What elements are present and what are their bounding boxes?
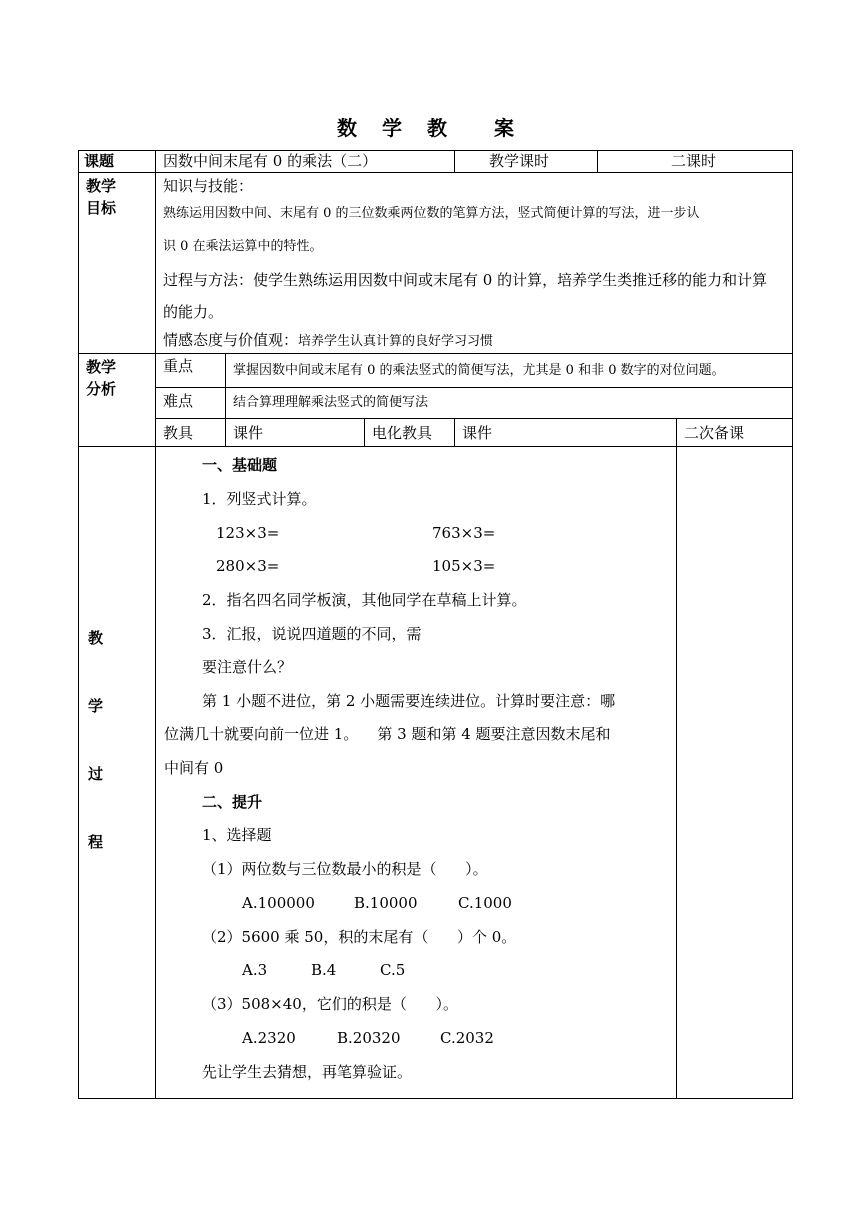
- calc-item: 763×3=: [432, 524, 496, 542]
- calc-item: 105×3=: [432, 557, 496, 575]
- exercise-item: 3．汇报，说说四道题的不同，需: [202, 625, 422, 643]
- option: B.20320: [337, 1029, 401, 1047]
- table-rule: [225, 353, 226, 446]
- topic-value: 因数中间末尾有 0 的乘法（二）: [163, 152, 378, 170]
- analysis-label: 分析: [86, 380, 117, 398]
- answer-text: 位满几十就要向前一位进 1。 第 3 题和第 4 题要注意因数末尾和: [164, 725, 611, 743]
- table-rule: [78, 446, 793, 447]
- process-label-char: 教: [88, 629, 104, 647]
- section-heading: 二、提升: [202, 793, 263, 811]
- tool-value: 课件: [233, 424, 264, 442]
- process-label-char: 过: [88, 765, 104, 783]
- media-label: 电化教具: [372, 424, 433, 442]
- title-char: 案: [493, 116, 523, 140]
- answer-text: 第 1 小题不进位，第 2 小题需要连续进位。计算时要注意：哪: [202, 692, 616, 710]
- attitude-heading: 情感态度与价值观：: [163, 331, 299, 349]
- exercise-item: 2．指名四名同学板演，其他同学在草稿上计算。: [202, 591, 527, 609]
- table-rule: [676, 418, 677, 1099]
- option: B.10000: [354, 894, 418, 912]
- option: B.4: [311, 961, 337, 979]
- question: （3）508×40，它们的积是（ ）。: [202, 995, 458, 1013]
- option: A.100000: [242, 894, 315, 912]
- option: A.3: [242, 961, 268, 979]
- table-rule: [364, 418, 365, 446]
- process-method-text: 的能力。: [163, 303, 224, 321]
- objectives-label: 教学: [86, 177, 117, 195]
- title-char: 学: [382, 116, 412, 140]
- table-rule: [792, 150, 793, 1099]
- calc-item: 280×3=: [216, 557, 280, 575]
- question: （1）两位数与三位数最小的积是（ ）。: [202, 860, 488, 878]
- page-title: [0, 112, 860, 141]
- title-char: 教: [426, 116, 456, 140]
- key-point-text: 掌握因数中间或末尾有 0 的乘法竖式的简便写法，尤其是 0 和非 0 数字的对位问题。: [233, 363, 725, 378]
- table-rule: [155, 418, 793, 419]
- exercise-item: 1．列竖式计算。: [202, 490, 317, 508]
- lesson-plan-table: [78, 150, 793, 1099]
- table-rule: [454, 150, 455, 172]
- knowledge-text: 识 0 在乘法运算中的特性。: [163, 239, 323, 254]
- answer-text: 中间有 0: [164, 759, 224, 777]
- option: C.5: [380, 961, 406, 979]
- process-label-char: 学: [88, 697, 104, 715]
- choice-heading: 1、选择题: [202, 826, 272, 844]
- hours-label: 教学课时: [489, 152, 550, 170]
- question: （2）5600 乘 50，积的末尾有（ ）个 0。: [202, 928, 517, 946]
- attitude-text: [163, 330, 493, 352]
- title-char: 数: [337, 116, 367, 140]
- table-rule: [597, 150, 598, 172]
- section-heading: 一、基础题: [202, 456, 278, 474]
- attitude-value: 培养学生认真计算的良好学习习惯: [298, 334, 494, 349]
- table-rule: [454, 418, 455, 446]
- option: C.1000: [458, 894, 512, 912]
- process-method-text: 过程与方法：使学生熟练运用因数中间或末尾有 0 的计算，培养学生类推迁移的能力和计算: [163, 271, 768, 289]
- second-prep-label: 二次备课: [684, 424, 745, 442]
- knowledge-heading: 知识与技能：: [163, 177, 254, 195]
- key-point-label: 重点: [163, 357, 194, 375]
- hours-value: 二课时: [671, 152, 717, 170]
- table-rule: [78, 1098, 793, 1099]
- topic-label: 课题: [84, 152, 115, 170]
- tool-label: 教具: [163, 424, 194, 442]
- option: A.2320: [242, 1029, 296, 1047]
- analysis-label: 教学: [86, 358, 117, 376]
- table-rule: [78, 353, 793, 354]
- table-rule: [155, 387, 793, 388]
- closing-note: 先让学生去猜想，再笔算验证。: [202, 1063, 413, 1081]
- option: C.2032: [440, 1029, 494, 1047]
- objectives-label: 目标: [86, 199, 117, 217]
- table-rule: [155, 150, 156, 1099]
- process-label-char: 程: [88, 833, 104, 851]
- difficulty-label: 难点: [163, 392, 194, 410]
- table-rule: [78, 150, 79, 1099]
- difficulty-text: 结合算理理解乘法竖式的简便写法: [233, 395, 429, 410]
- media-value: 课件: [462, 424, 493, 442]
- calc-item: 123×3=: [216, 524, 280, 542]
- table-rule: [78, 172, 793, 173]
- knowledge-text: 熟练运用因数中间、末尾有 0 的三位数乘两位数的笔算方法，竖式简便计算的写法，进一步认: [163, 206, 700, 221]
- exercise-item: 要注意什么？: [202, 658, 293, 676]
